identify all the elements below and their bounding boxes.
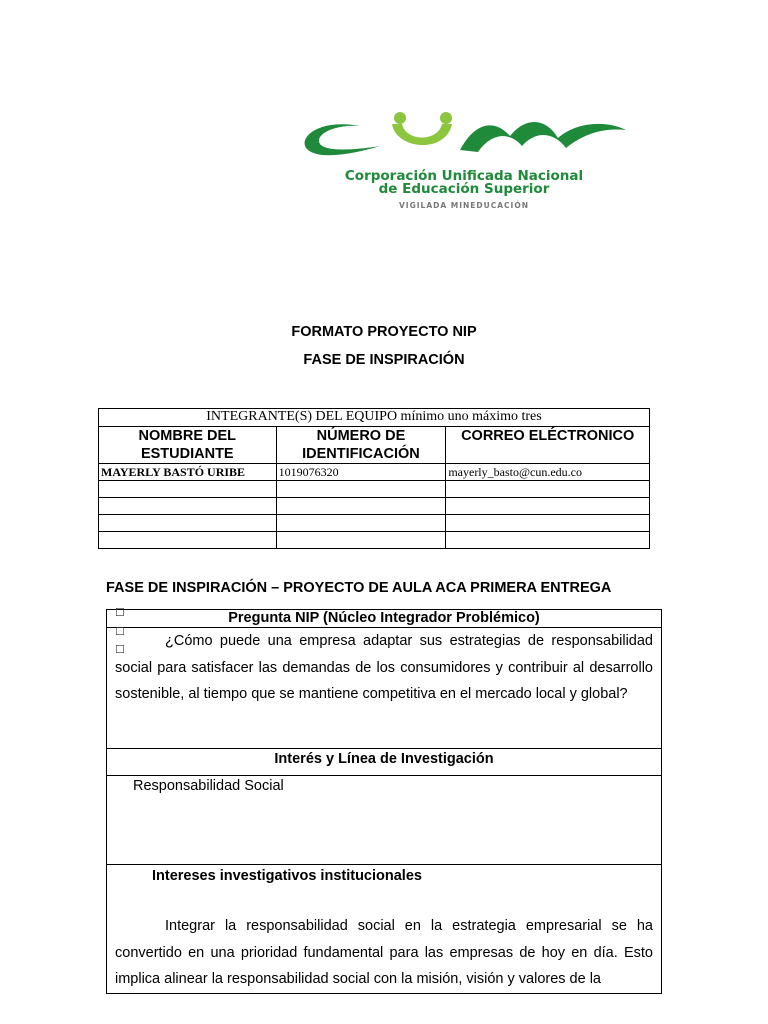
team-table-caption: INTEGRANTE(S) DEL EQUIPO mínimo uno máximo tres [99,409,650,427]
table-row [99,481,650,498]
student-name-cell [99,498,277,515]
student-name-cell [99,515,277,532]
team-table-header-row [99,427,650,464]
student-name-cell: MAYERLY BASTÓ URIBE [99,464,277,481]
student-name-cell [99,532,277,549]
checkbox-glyph-icon: ☐ [115,626,125,638]
logo-dot-right [440,112,452,124]
student-id-cell: 1019076320 [276,464,446,481]
intereses-header: Intereses investigativos institucionales [152,868,422,884]
cun-logo [296,110,632,214]
team-table-caption-row [99,409,650,427]
table-row [99,464,650,481]
nip-table [106,609,662,994]
table-row [99,515,650,532]
student-email-cell [446,532,650,549]
student-id-cell [276,515,446,532]
student-id-cell [276,532,446,549]
column-header-email: CORREO ELÉCTRONICO [446,427,650,464]
document-title: FORMATO PROYECTO NIP [291,324,477,340]
logo-line-1: Corporación Unificada Nacional [344,168,584,184]
column-header-id: NÚMERO DE IDENTIFICACIÓN [276,427,446,464]
intereses-text: Integrar la responsabilidad social en la estrategia empresarial se ha convertido en una prioridad fundamental para las empresas de hoy en día. Esto implica alinear la responsabilidad social con la misión, visión y valores de la [115,918,653,987]
checkbox-glyph-icon: ☐ [115,607,125,619]
pregunta-body-row [107,628,662,749]
student-id-cell [276,498,446,515]
student-id-cell [276,481,446,498]
intereses-body-row [107,865,662,994]
interes-text: Responsabilidad Social [107,776,662,865]
column-header-name: NOMBRE DEL ESTUDIANTE [99,427,277,464]
interes-header: Interés y Línea de Investigación [107,749,662,776]
pregunta-header-row [107,610,662,628]
logo-line-3: VIGILADA MINEDUCACIÓN [399,201,529,210]
logo-swoosh-right [460,122,626,152]
table-row [99,532,650,549]
intereses-cell [107,865,662,994]
interes-header-row [107,749,662,776]
logo-line-2: de Educación Superior [378,181,550,197]
logo-u-arc [392,124,452,145]
table-row [99,498,650,515]
logo-dot-left [394,112,406,124]
student-email-cell: mayerly_basto@cun.edu.co [446,464,650,481]
section-title: FASE DE INSPIRACIÓN – PROYECTO DE AULA ACA PRIMERA ENTREGA [106,580,612,596]
logo-swoosh-left [305,124,380,155]
pregunta-header: Pregunta NIP (Núcleo Integrador Problémico) [107,610,662,628]
document-subtitle: FASE DE INSPIRACIÓN [303,352,465,368]
student-name-cell [99,481,277,498]
student-email-cell [446,498,650,515]
team-table [98,408,650,549]
student-email-cell [446,515,650,532]
pregunta-text: ¿Cómo puede una empresa adaptar sus estrategias de responsabilidad social para satisfacer las demandas de los consumidores y contribuir al desarrollo sostenible, al tiempo que se mantiene competitiva en el mercado local y global? [107,628,662,749]
interes-body-row [107,776,662,865]
student-email-cell [446,481,650,498]
checkbox-glyph-icon: ☐ [115,644,125,656]
